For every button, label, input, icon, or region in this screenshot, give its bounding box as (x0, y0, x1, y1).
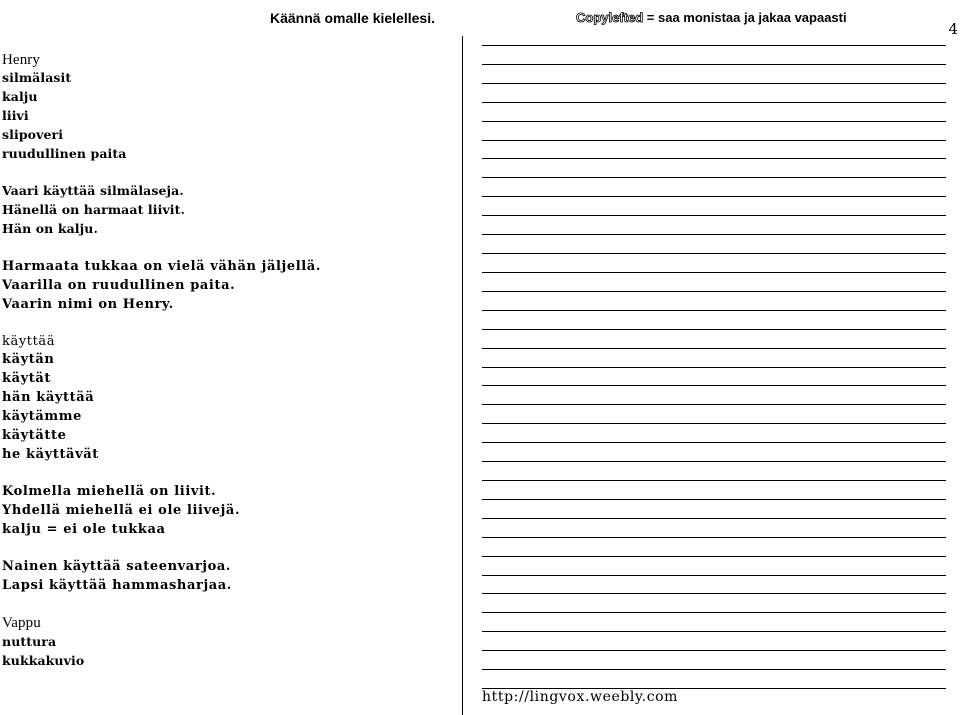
text-line: käytän (2, 352, 55, 367)
writing-line (482, 669, 946, 670)
copyleft-word: Copylefted (576, 10, 644, 25)
text-line: slipoveri (2, 127, 64, 142)
text-line: kalju = ei ole tukkaa (2, 522, 166, 537)
writing-line (482, 423, 946, 424)
text-line: kukkakuvio (2, 653, 85, 668)
writing-line (482, 140, 946, 141)
writing-line (482, 177, 946, 178)
writing-line (482, 253, 946, 254)
text-line: nuttura (2, 634, 57, 649)
page-number: 4 (948, 20, 958, 38)
text-line: käytätte (2, 428, 67, 443)
text-line: Henry (2, 52, 40, 68)
copyleft-rest: = saa monistaa ja jakaa vapaasti (643, 10, 847, 25)
writing-line (482, 480, 946, 481)
writing-line (482, 650, 946, 651)
writing-line (482, 556, 946, 557)
text-line: käytämme (2, 409, 82, 424)
text-line: käyttää (2, 334, 56, 349)
text-line: Nainen käyttää sateenvarjoa. (2, 559, 232, 574)
text-line: käytät (2, 371, 52, 386)
text-line: Yhdellä miehellä ei ole liivejä. (2, 503, 241, 518)
text-line: Hän on kalju. (2, 221, 98, 236)
writing-line (482, 367, 946, 368)
writing-line (482, 196, 946, 197)
translate-instruction: Käännä omalle kielellesi. (270, 10, 435, 26)
text-line: liivi (2, 108, 29, 123)
writing-line (482, 158, 946, 159)
text-line: he käyttävät (2, 447, 99, 462)
writing-line (482, 102, 946, 103)
writing-line (482, 499, 946, 500)
column-divider (462, 36, 463, 715)
copyleft-notice (576, 10, 847, 25)
writing-line (482, 404, 946, 405)
writing-line (482, 310, 946, 311)
text-line: Vaarilla on ruudullinen paita. (2, 278, 236, 293)
writing-line (482, 442, 946, 443)
text-line: Vaari käyttää silmälaseja. (2, 183, 184, 198)
writing-line (482, 272, 946, 273)
footer-url: http://lingvox.weebly.com (482, 689, 679, 705)
writing-line (482, 291, 946, 292)
text-line: Hänellä on harmaat liivit. (2, 202, 185, 217)
writing-line (482, 45, 946, 46)
writing-line (482, 385, 946, 386)
writing-line (482, 348, 946, 349)
text-line: kalju (2, 89, 38, 104)
text-line: hän käyttää (2, 390, 95, 405)
writing-line (482, 518, 946, 519)
text-line: silmälasit (2, 70, 72, 85)
text-line: Harmaata tukkaa on vielä vähän jäljellä. (2, 259, 321, 274)
writing-line (482, 234, 946, 235)
writing-line (482, 64, 946, 65)
text-line: Vappu (2, 615, 41, 631)
text-line: ruudullinen paita (2, 146, 127, 161)
writing-line (482, 329, 946, 330)
text-line: Vaarin nimi on Henry. (2, 297, 174, 312)
text-line: Kolmella miehellä on liivit. (2, 484, 217, 499)
text-line: Lapsi käyttää hammasharjaa. (2, 578, 232, 593)
writing-line (482, 631, 946, 632)
writing-line (482, 461, 946, 462)
writing-line (482, 612, 946, 613)
writing-line (482, 121, 946, 122)
writing-line (482, 537, 946, 538)
writing-line (482, 593, 946, 594)
writing-line (482, 83, 946, 84)
writing-line (482, 215, 946, 216)
writing-line (482, 575, 946, 576)
